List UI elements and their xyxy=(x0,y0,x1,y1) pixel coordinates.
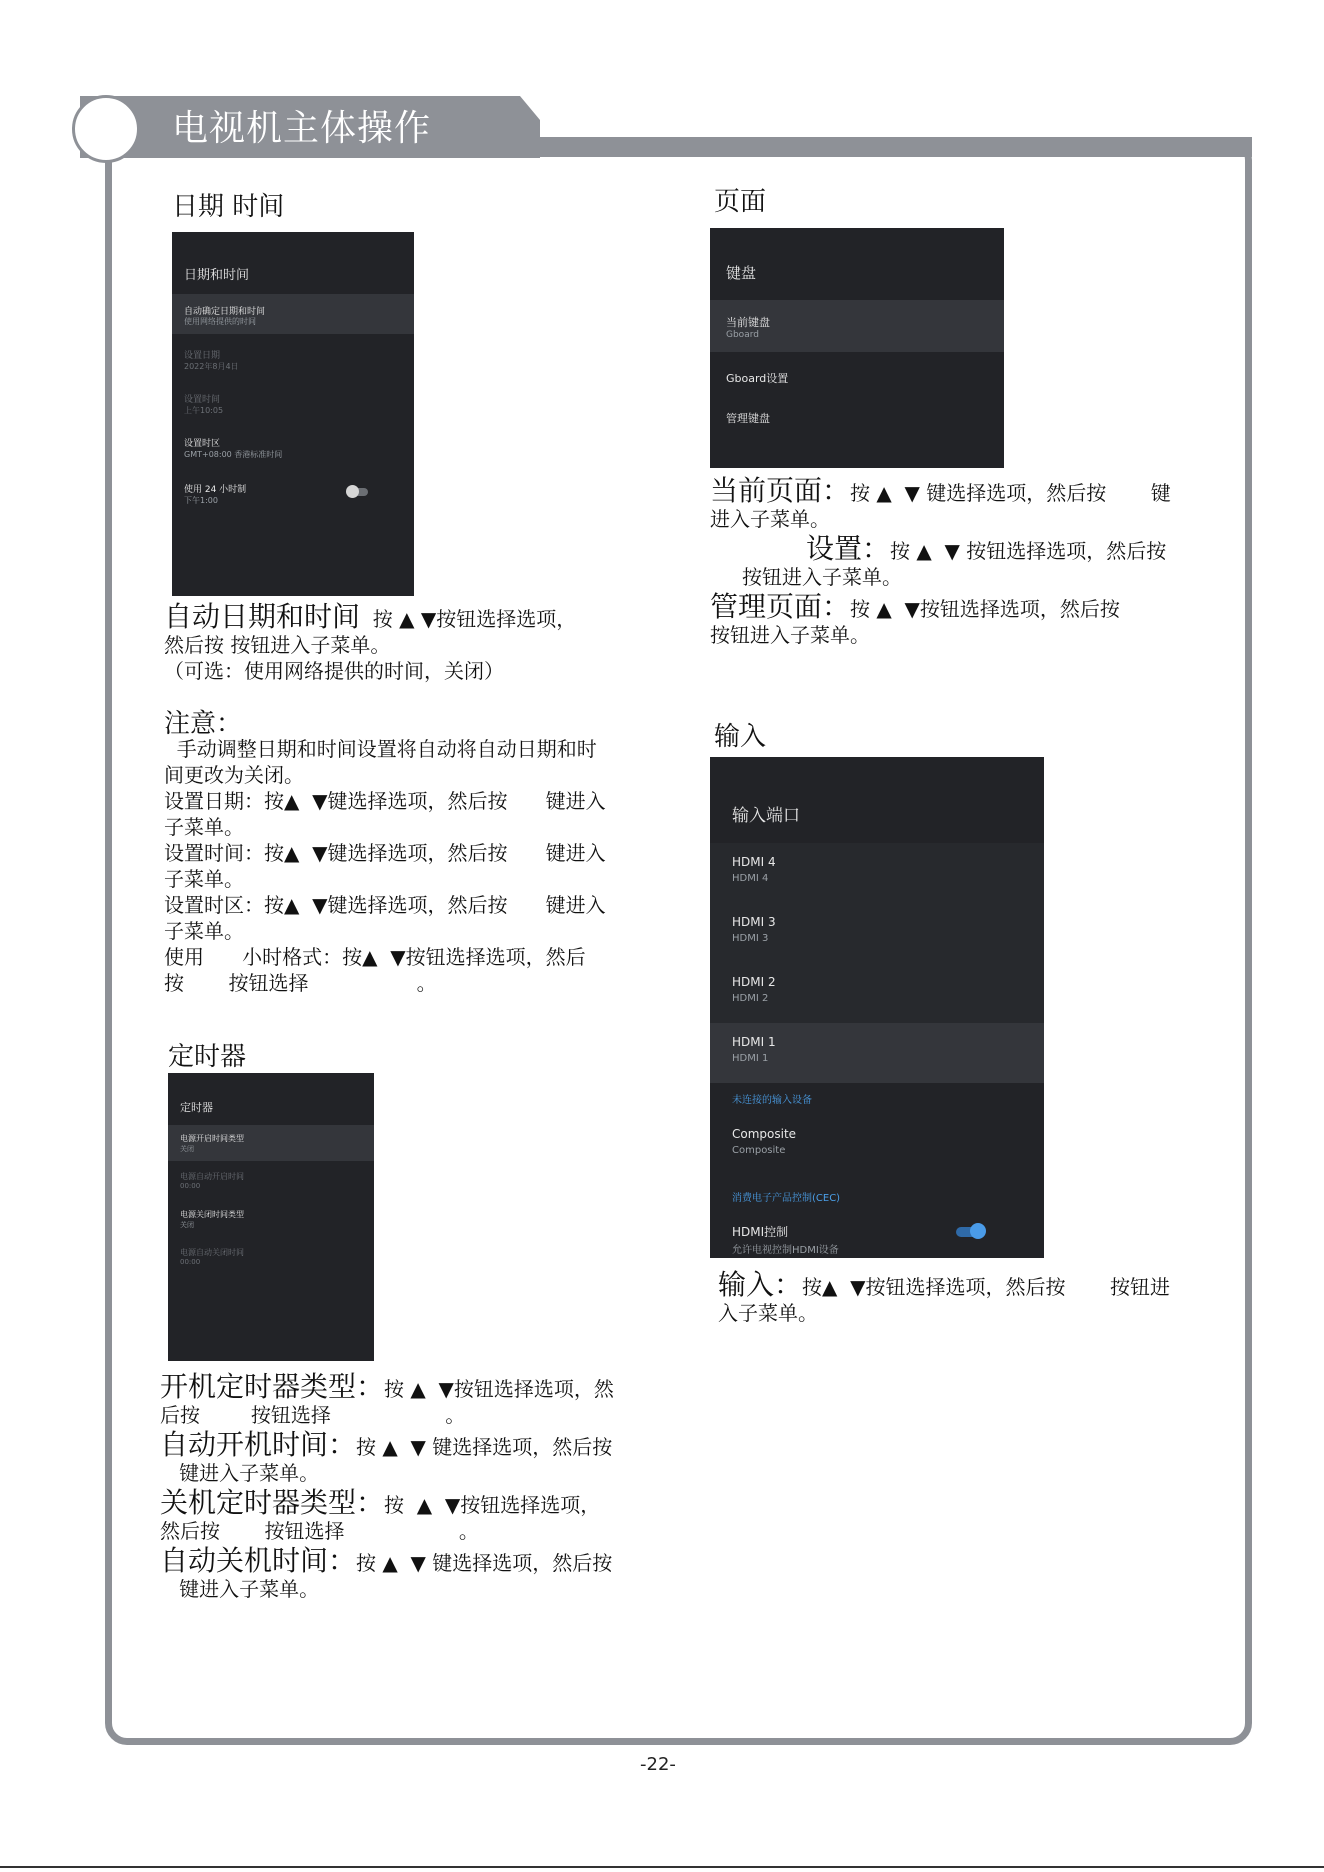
desc-line: 按 ▲ ▼按钮选择选项， xyxy=(384,1493,601,1517)
section-title-date-time: 日期 时间 xyxy=(172,192,285,222)
menu-item-sub: 允许电视控制HDMI设备 xyxy=(732,1245,839,1256)
menu-item-label: 自动确定日期和时间 xyxy=(184,307,266,317)
desc-heading: 自动关机时间： xyxy=(160,1544,357,1577)
desc-line: 按 ▲ ▼ 按钮选择选项，然后按 xyxy=(890,539,1167,563)
menu-item-label: 当前键盘 xyxy=(726,316,770,329)
page-number: -22- xyxy=(640,1754,676,1775)
note-body xyxy=(164,736,606,996)
desc-line: 后按 按钮选择 。 xyxy=(160,1403,466,1427)
menu-item-hdmi2[interactable] xyxy=(710,963,1044,1023)
cec-label: 消费电子产品控制(CEC) xyxy=(732,1193,841,1204)
menu-item-label: 设置日期 xyxy=(184,351,221,361)
menu-item-hdmi3[interactable] xyxy=(710,903,1044,963)
keyboard-screen xyxy=(710,228,1004,468)
menu-item-sub: 上午10:05 xyxy=(184,406,224,415)
menu-item-sub: 关闭 xyxy=(180,1221,194,1229)
desc-line: 入子菜单。 xyxy=(718,1301,818,1325)
menu-item-manage-keyboards[interactable] xyxy=(710,402,1004,432)
menu-item-label: Composite xyxy=(732,1127,797,1141)
menu-item-hdmi4[interactable] xyxy=(710,843,1044,903)
menu-item-power-on-type[interactable] xyxy=(168,1125,374,1161)
desc-line: 按▲ ▼按钮选择选项，然后按 按钮进 xyxy=(802,1275,1170,1299)
input-screen xyxy=(710,757,1044,1258)
footer-divider xyxy=(0,1866,1324,1868)
menu-item-label: 管理键盘 xyxy=(726,412,770,425)
header-strip xyxy=(460,137,1252,157)
date-time-screen xyxy=(172,232,414,596)
note-line: 子菜单。 xyxy=(164,815,244,839)
menu-item-label: 电源自动关闭时间 xyxy=(180,1248,244,1257)
desc-line: 键进入子菜单。 xyxy=(160,1461,320,1485)
menu-item-set-timezone[interactable] xyxy=(172,432,414,468)
desc-heading: 自动开机时间： xyxy=(160,1428,357,1461)
menu-item-composite[interactable] xyxy=(710,1119,1044,1169)
screen-heading: 输入端口 xyxy=(732,806,800,826)
menu-item-power-on-time[interactable] xyxy=(168,1169,374,1199)
menu-item-sub: GMT+08:00 香港标准时间 xyxy=(184,450,283,459)
menu-item-sub: 使用网络提供的时间 xyxy=(184,317,256,326)
desc-heading: 当前页面： xyxy=(710,474,851,507)
desc-line: 按 ▲ ▼ 键选择选项，然后按 xyxy=(356,1551,613,1575)
desc-line: 然后按 按钮进入子菜单。 xyxy=(164,633,391,657)
unconnected-devices-label: 未连接的输入设备 xyxy=(732,1095,812,1106)
desc-line: 键进入子菜单。 xyxy=(160,1577,320,1601)
note-line: 子菜单。 xyxy=(164,919,244,943)
note-line: 手动调整日期和时间设置将自动将自动日期和时 xyxy=(164,737,597,761)
note-line: 设置时间：按▲ ▼键选择选项，然后按 键进入 xyxy=(164,841,606,865)
menu-item-sub: HDMI 4 xyxy=(732,873,769,884)
section-title-timer: 定时器 xyxy=(168,1042,247,1072)
menu-item-power-off-type[interactable] xyxy=(168,1207,374,1237)
desc-heading: 自动日期和时间 xyxy=(164,600,361,633)
note-title: 注意： xyxy=(164,709,243,739)
desc-heading: 设置： xyxy=(806,532,891,565)
header-circle-decoration xyxy=(72,95,140,163)
menu-item-label: 使用 24 小时制 xyxy=(184,485,247,495)
menu-item-label: HDMI 3 xyxy=(732,915,776,929)
page-title: 电视机主体操作 xyxy=(172,108,432,149)
menu-item-sub: 00:00 xyxy=(180,1182,201,1190)
section-title-page: 页面 xyxy=(714,187,767,217)
desc-line: 按钮进入子菜单。 xyxy=(710,623,870,647)
menu-item-label: HDMI控制 xyxy=(732,1225,789,1239)
desc-heading: 关机定时器类型： xyxy=(160,1486,385,1519)
desc-line: （可选：使用网络提供的时间，关闭） xyxy=(164,659,504,683)
desc-line: 按 ▲ ▼按钮选择选项， xyxy=(372,607,577,631)
menu-item-set-time[interactable] xyxy=(172,388,414,424)
note-line: 间更改为关闭。 xyxy=(164,763,304,787)
menu-item-sub: 关闭 xyxy=(180,1145,194,1153)
date-time-description xyxy=(164,600,577,684)
desc-line: 按 ▲ ▼ 键选择选项，然后按 xyxy=(356,1435,613,1459)
menu-item-label: HDMI 2 xyxy=(732,975,776,989)
menu-item-sub: 下午1:00 xyxy=(184,496,218,505)
screen-heading: 定时器 xyxy=(180,1101,213,1114)
menu-item-sub: 00:00 xyxy=(180,1258,201,1266)
section-title-input: 输入 xyxy=(714,722,767,752)
note-line: 按 按钮选择 。 xyxy=(164,971,437,995)
desc-line: 按 ▲ ▼ 键选择选项，然后按 键 xyxy=(850,481,1171,505)
page-description xyxy=(710,474,1171,648)
note-line: 设置时区：按▲ ▼键选择选项，然后按 键进入 xyxy=(164,893,606,917)
menu-item-gboard-settings[interactable] xyxy=(710,362,1004,392)
menu-item-label: 电源自动开启时间 xyxy=(180,1172,244,1181)
desc-line: 按 ▲ ▼按钮选择选项，然后按 xyxy=(850,597,1120,621)
timer-description xyxy=(160,1370,614,1602)
menu-item-hdmi1[interactable] xyxy=(710,1023,1044,1083)
desc-heading: 管理页面： xyxy=(710,590,851,623)
desc-line: 按 ▲ ▼按钮选择选项，然 xyxy=(384,1377,614,1401)
menu-item-label: HDMI 1 xyxy=(732,1035,776,1049)
desc-line: 按钮进入子菜单。 xyxy=(742,565,902,589)
menu-item-label: 设置时区 xyxy=(184,439,221,449)
menu-item-sub: HDMI 3 xyxy=(732,933,769,944)
screen-heading: 日期和时间 xyxy=(184,268,250,283)
screen-heading: 键盘 xyxy=(726,264,757,282)
menu-item-24-hour[interactable] xyxy=(172,478,414,514)
menu-item-sub: HDMI 1 xyxy=(732,1053,769,1064)
menu-item-auto-date-time[interactable] xyxy=(172,294,414,334)
menu-item-set-date[interactable] xyxy=(172,344,414,380)
menu-item-sub: HDMI 2 xyxy=(732,993,769,1004)
menu-item-power-off-time[interactable] xyxy=(168,1245,374,1275)
menu-item-label: 设置时间 xyxy=(184,395,221,405)
note-line: 设置日期：按▲ ▼键选择选项，然后按 键进入 xyxy=(164,789,606,813)
note-line: 使用 小时格式：按▲ ▼按钮选择选项，然后 xyxy=(164,945,586,969)
desc-heading: 输入： xyxy=(718,1268,803,1301)
menu-item-sub: Gboard xyxy=(726,330,759,340)
desc-line: 进入子菜单。 xyxy=(710,507,830,531)
desc-line: 然后按 按钮选择 。 xyxy=(160,1519,479,1543)
toggle-knob xyxy=(346,485,359,498)
menu-item-label: 电源关闭时间类型 xyxy=(180,1210,244,1219)
menu-item-sub: 2022年8月4日 xyxy=(184,362,239,371)
menu-item-label: Gboard设置 xyxy=(726,372,789,385)
menu-item-label: HDMI 4 xyxy=(732,855,776,869)
timer-screen xyxy=(168,1073,374,1361)
menu-item-sub: Composite xyxy=(732,1145,786,1156)
note-line: 子菜单。 xyxy=(164,867,244,891)
menu-item-label: 电源开启时间类型 xyxy=(180,1134,244,1143)
desc-heading: 开机定时器类型： xyxy=(160,1370,385,1403)
menu-item-current-keyboard[interactable] xyxy=(710,300,1004,352)
menu-item-hdmi-control[interactable] xyxy=(710,1217,1044,1258)
toggle-knob xyxy=(970,1223,986,1239)
input-description xyxy=(718,1268,1170,1326)
